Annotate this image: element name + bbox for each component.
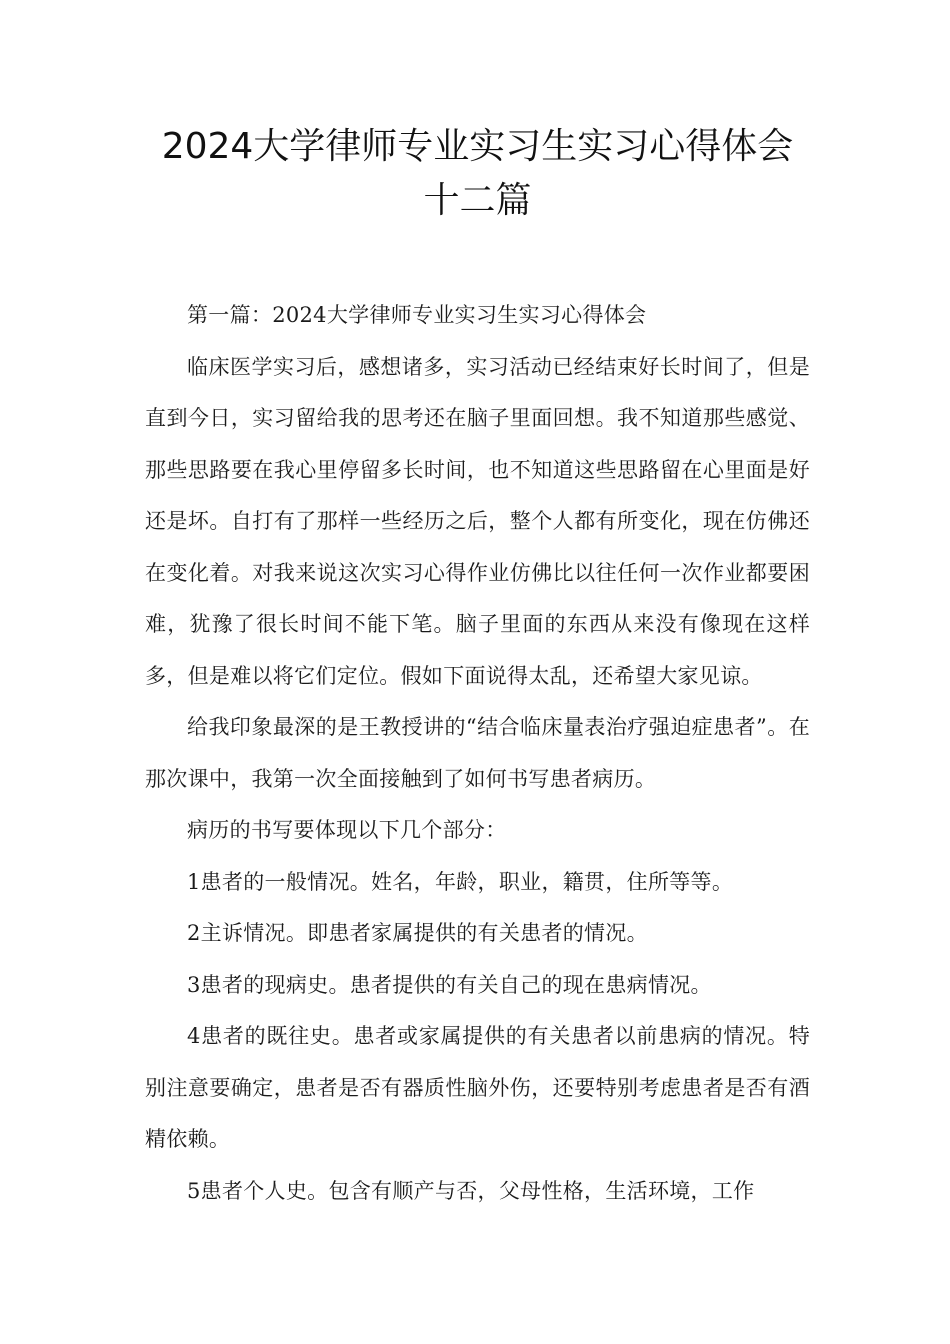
list-item: 4患者的既往史。患者或家属提供的有关患者以前患病的情况。特别注意要确定，患者是否有器质性脑外伤，还要特别考虑患者是否有酒精依赖。 <box>145 1024 810 1151</box>
list-item: 1患者的一般情况。姓名，年龄，职业，籍贯，住所等等。 <box>187 869 734 894</box>
list-item: 3患者的现病史。患者提供的有关自己的现在患病情况。 <box>187 972 712 997</box>
list-item: 2主诉情况。即患者家属提供的有关患者的情况。 <box>187 921 648 945</box>
document-title <box>145 120 810 228</box>
section-heading: 第一篇：2024大学律师专业实习生实习心得体会 <box>187 303 647 327</box>
body-paragraph: 临床医学实习后，感想诸多，实习活动已经结束好长时间了，但是直到今日，实习留给我的思考还在脑子里面回想。我不知道那些感觉、那些思路要在我心里停留多长时间，也不知道这些思路留在心里面是好还是坏。自打有了那样一些经历之后，整个人都有所变化，现在仿佛还在变化着。对我来说这次实习心得作业仿佛比以往任何一次作业都要困难，犹豫了很长时间不能下笔。脑子里面的东西从来没有像现在这样多，但是难以将它们定位。假如下面说得太乱，还希望大家见谅。 <box>145 354 810 688</box>
document-body <box>145 290 810 1217</box>
list-item: 5患者个人史。包含有顺产与否，父母性格，生活环境，工作 <box>187 1178 755 1203</box>
body-paragraph: 给我印象最深的是王教授讲的“结合临床量表治疗强迫症患者”。在那次课中，我第一次全面接触到了如何书写患者病历。 <box>145 715 810 791</box>
title-line-2: 十二篇 <box>423 180 532 221</box>
body-paragraph: 病历的书写要体现以下几个部分： <box>187 818 507 842</box>
title-line-1: 2024大学律师专业实习生实习心得体会 <box>161 126 794 167</box>
